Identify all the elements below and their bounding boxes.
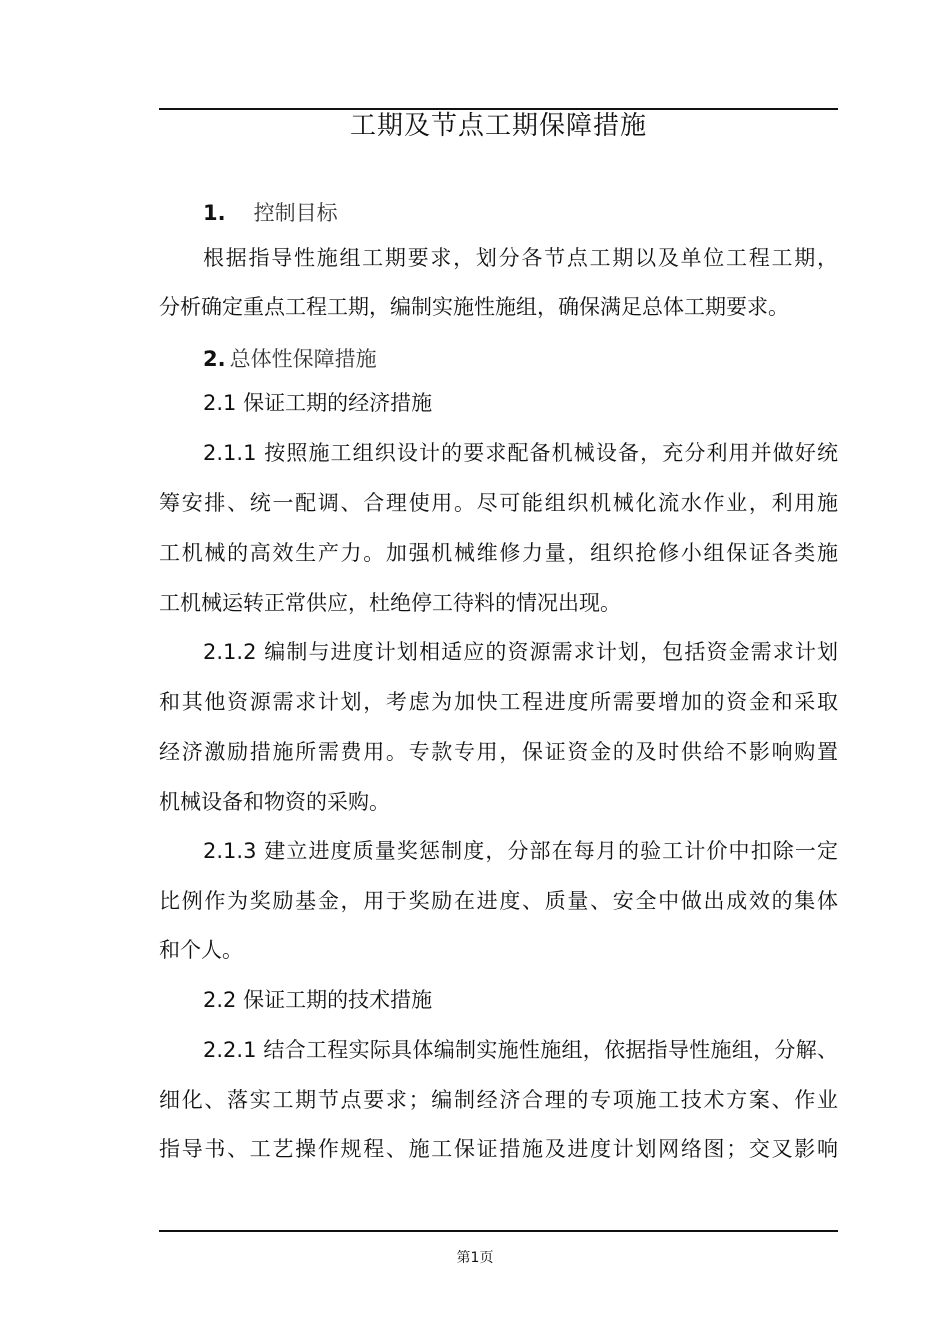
paragraph-line: 和其他资源需求计划，考虑为加快工程进度所需要增加的资金和采取 (159, 690, 838, 714)
page-number: 第1页 (456, 1250, 494, 1266)
paragraph-line: 2.1.3 建立进度质量奖惩制度，分部在每月的验工计价中扣除一定 (203, 839, 838, 863)
paragraph-line: 2.2.1 结合工程实际具体编制实施性施组，依据指导性施组，分解、 (203, 1038, 838, 1062)
subsection-heading: 2.2 保证工期的技术措施 (203, 988, 433, 1012)
paragraph-line: 经济激励措施所需费用。专款专用，保证资金的及时供给不影响购置 (159, 740, 838, 764)
subsection-heading: 2.1 保证工期的经济措施 (203, 391, 433, 415)
paragraph-line: 和个人。 (159, 938, 243, 962)
paragraph-line: 细化、落实工期节点要求；编制经济合理的专项施工技术方案、作业 (159, 1088, 838, 1112)
paragraph-line: 2.1.2 编制与进度计划相适应的资源需求计划，包括资金需求计划 (203, 640, 838, 664)
section-heading-text: 控制目标 (253, 201, 338, 225)
paragraph-line: 2.1.1 按照施工组织设计的要求配备机械设备，充分利用并做好统 (203, 441, 838, 465)
section-heading-text: 总体性保障措施 (229, 347, 377, 371)
paragraph-line: 工机械的高效生产力。加强机械维修力量，组织抢修小组保证各类施 (159, 541, 838, 565)
paragraph-line: 机械设备和物资的采购。 (159, 790, 390, 814)
section-heading-1 (203, 198, 838, 228)
paragraph-line: 工机械运转正常供应，杜绝停工待料的情况出现。 (159, 591, 621, 615)
section-heading-2 (203, 344, 838, 374)
section-number: 2. (203, 347, 226, 371)
paragraph-line: 根据指导性施组工期要求，划分各节点工期以及单位工程工期， (203, 246, 838, 270)
section-number: 1. (203, 201, 226, 225)
paragraph-line: 指导书、工艺操作规程、施工保证措施及进度计划网络图；交叉影响 (159, 1137, 838, 1161)
paragraph-line: 比例作为奖励基金，用于奖励在进度、质量、安全中做出成效的集体 (159, 889, 838, 913)
paragraph-line: 分析确定重点工程工期，编制实施性施组，确保满足总体工期要求。 (159, 295, 789, 319)
footer-rule (159, 1230, 838, 1232)
paragraph-line: 筹安排、统一配调、合理使用。尽可能组织机械化流水作业，利用施 (159, 491, 838, 515)
document-title: 工期及节点工期保障措施 (349, 111, 647, 141)
